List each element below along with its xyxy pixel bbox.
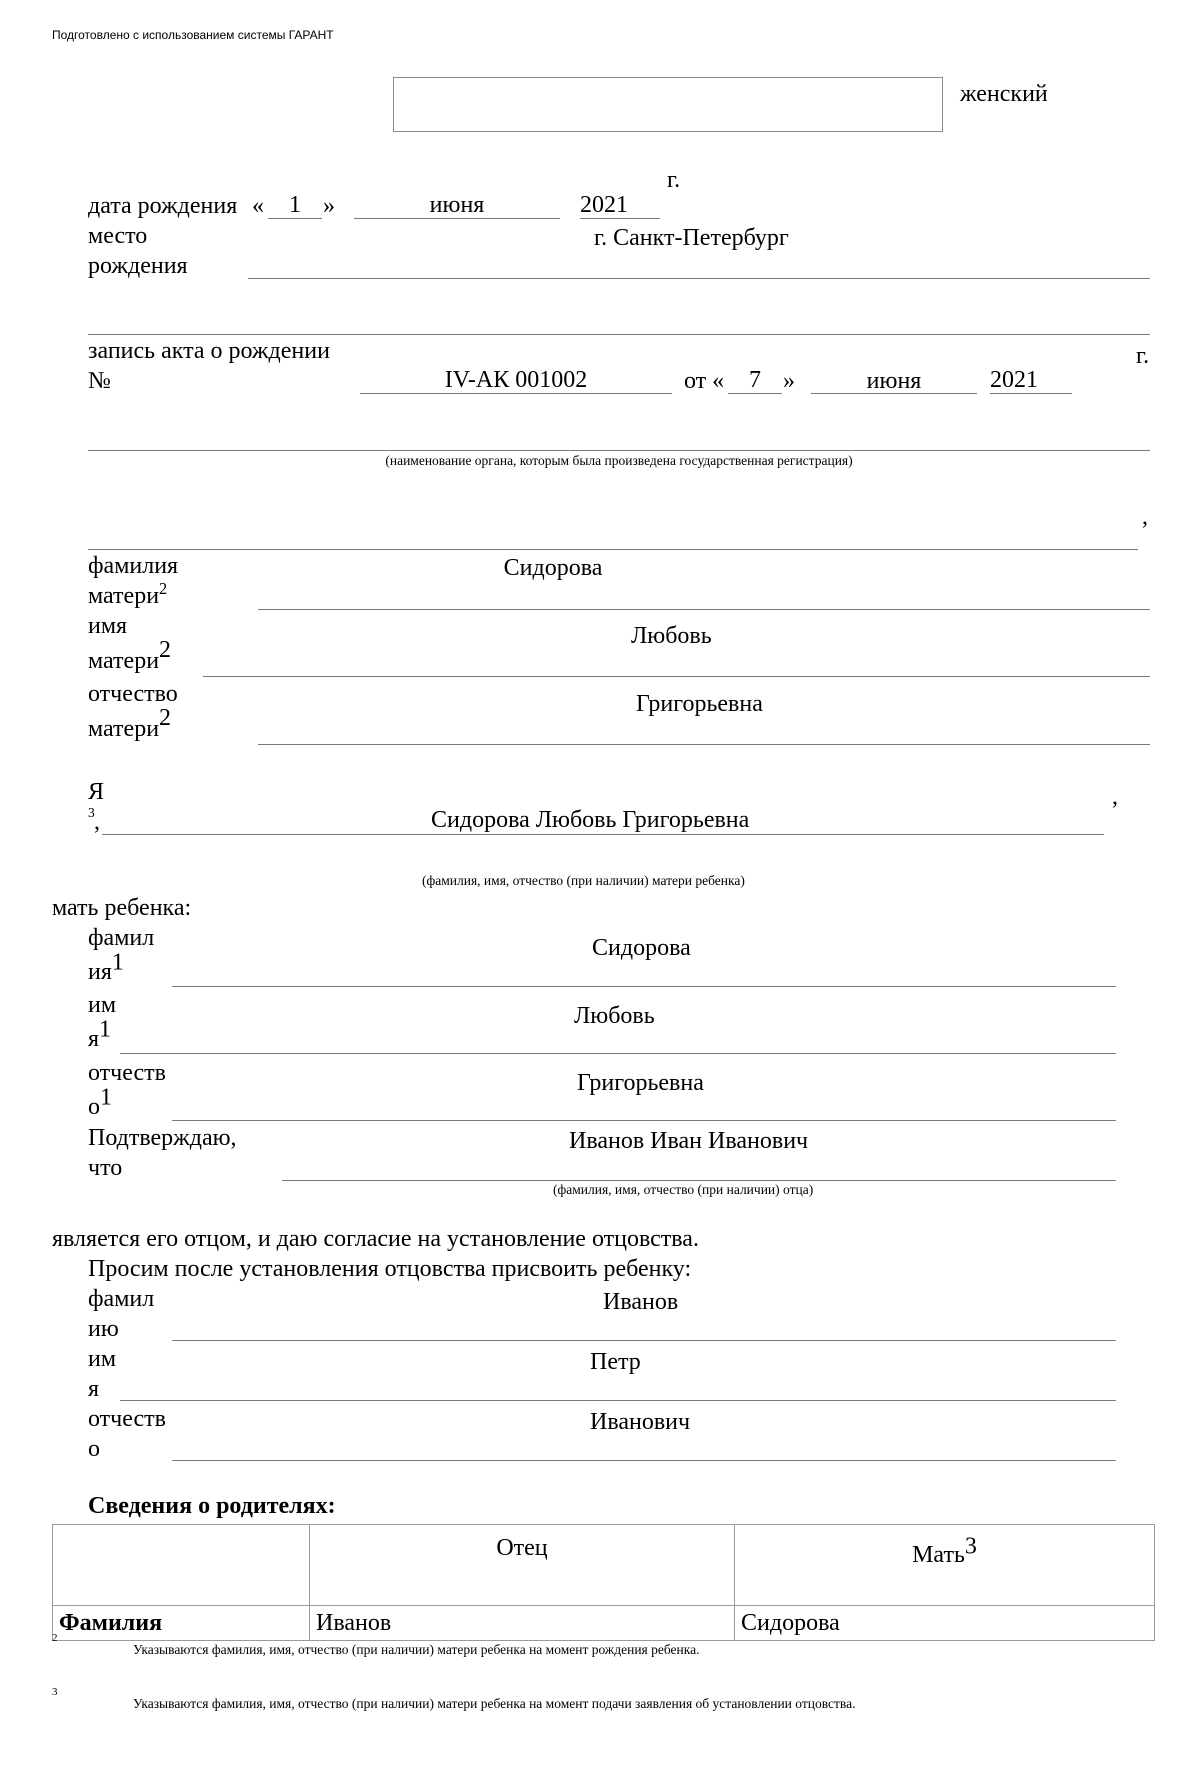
parents-row-label: Фамилия xyxy=(53,1606,310,1641)
footnote-3-mark: 3 xyxy=(52,1686,58,1698)
parents-table xyxy=(52,1524,1155,1641)
record-day: 7 xyxy=(749,367,761,393)
paternity-statement: является его отцом, и даю согласие на установление отцовства. xyxy=(52,1226,699,1252)
mother-surname-label-2: матери$^2$ xyxy=(88,579,168,609)
mother-name-line xyxy=(203,676,1150,677)
child-surname: Иванов xyxy=(603,1289,679,1315)
child-name-label-2: я xyxy=(88,1376,100,1402)
parents-table-row xyxy=(53,1606,1155,1641)
father-full-name: Иванов Иван Иванович xyxy=(569,1128,809,1154)
mother-patronymic-label: отчество xyxy=(88,681,178,707)
mother-surname-line xyxy=(258,609,1150,610)
mother-patronymic-line xyxy=(258,744,1150,745)
birth-place-line xyxy=(248,278,1150,279)
mother-child-name-label-2: $я^1$ xyxy=(88,1016,112,1052)
confirm-label-2: что xyxy=(88,1155,123,1181)
declarant-name-line xyxy=(102,834,1104,835)
parents-table-corner-cell xyxy=(53,1525,310,1606)
child-name-line xyxy=(120,1400,1116,1401)
record-number-sign: № xyxy=(88,368,111,394)
record-label: запись акта о рождении xyxy=(88,338,330,364)
child-surname-line xyxy=(172,1340,1116,1341)
father-surname-cell: Иванов xyxy=(310,1606,735,1641)
mother-child-patronymic-line xyxy=(172,1120,1116,1121)
declarant-comma-left: , xyxy=(94,809,100,835)
parents-table-header-row xyxy=(53,1525,1155,1606)
birth-day: 1 xyxy=(289,192,301,218)
record-year-line xyxy=(990,393,1072,394)
declarant-full-name: Сидорова Любовь Григорьевна xyxy=(431,807,750,833)
declarant-comma-right: , xyxy=(1112,784,1118,810)
footnote-2-text: Указываются фамилия, имя, отчество (при наличии) матери ребенка на момент рождения ребенка. xyxy=(133,1642,700,1657)
mother-patronymic-value: Григорьевна xyxy=(636,691,763,717)
birth-month-line xyxy=(354,218,560,219)
birth-place-label: место xyxy=(88,223,148,249)
mother-child-surname-label-2: $ия^1$ xyxy=(88,949,124,985)
child-name-label: им xyxy=(88,1346,117,1372)
mother-child-name: Любовь xyxy=(574,1003,655,1029)
mother-surname-cell: Сидорова xyxy=(735,1606,1155,1641)
birth-close-quote: » xyxy=(323,193,335,219)
child-surname-label-2: ию xyxy=(88,1316,119,1342)
footnote-3-text: Указываются фамилия, имя, отчество (при наличии) матери ребенка на момент подачи заявления об установлении отцовства. xyxy=(133,1696,856,1711)
record-authority-caption: (наименование органа, которым была произведена государственная регистрация) xyxy=(385,453,853,468)
record-authority-line-2 xyxy=(88,549,1138,550)
confirm-label: Подтверждаю, xyxy=(88,1125,237,1151)
mother-child-surname: Сидорова xyxy=(592,935,691,961)
declarant-caption: (фамилия, имя, отчество (при наличии) матери ребенка) xyxy=(422,873,745,888)
mother-name-value: Любовь xyxy=(631,623,712,649)
record-month-line xyxy=(811,393,977,394)
birth-place-label-2: рождения xyxy=(88,253,188,279)
mother-child-title: мать ребенка: xyxy=(52,895,192,921)
mother-patronymic-label-2: матери$^2$ xyxy=(88,705,172,742)
sex-input-box[interactable] xyxy=(393,77,943,132)
birth-year: 2021 xyxy=(580,192,628,218)
record-authority-line xyxy=(88,450,1150,451)
child-patronymic-label: отчеств xyxy=(88,1406,166,1432)
birth-place: г. Санкт-Петербург xyxy=(594,225,789,251)
footnote-2-mark: 2 xyxy=(52,1632,58,1644)
mother-child-patronymic: Григорьевна xyxy=(577,1070,704,1096)
record-number-line xyxy=(360,393,672,394)
record-number: IV-АК 001002 xyxy=(444,367,588,393)
record-comma: , xyxy=(1142,504,1148,530)
mother-child-surname-label: фамил xyxy=(88,925,155,951)
record-close-quote: » xyxy=(783,368,795,394)
mother-surname-value: Сидорова xyxy=(503,555,603,581)
mother-child-surname-line xyxy=(172,986,1116,987)
child-patronymic-line xyxy=(172,1460,1116,1461)
parents-col-father: Отец xyxy=(310,1525,735,1606)
record-day-line xyxy=(728,393,782,394)
birth-year-line xyxy=(580,218,660,219)
birth-date-label: дата рождения xyxy=(88,193,238,219)
record-month: июня xyxy=(866,368,922,394)
mother-surname-label: фамилия xyxy=(88,553,179,579)
child-name: Петр xyxy=(590,1349,641,1375)
sex-value: женский xyxy=(960,81,1048,107)
birth-day-line xyxy=(268,218,322,219)
mother-child-name-line xyxy=(120,1053,1116,1054)
father-caption: (фамилия, имя, отчество (при наличии) отца) xyxy=(553,1182,814,1197)
garant-source-note: Подготовлено с использованием системы ГАРАНТ xyxy=(52,28,334,42)
declarant-i-label: Я xyxy=(88,779,105,805)
mother-child-name-label: им xyxy=(88,992,117,1018)
birth-month: июня xyxy=(429,192,485,218)
child-surname-label: фамил xyxy=(88,1286,155,1312)
record-year: 2021 xyxy=(990,367,1038,393)
mother-name-label-2: матери$^2$ xyxy=(88,637,172,674)
record-year-suffix: г. xyxy=(1136,343,1150,369)
birth-open-quote: « xyxy=(252,193,264,219)
mother-name-label: имя xyxy=(88,613,128,639)
birth-place-line-2 xyxy=(88,334,1150,335)
parents-col-mother: Мать$^3$ xyxy=(735,1525,1155,1606)
declarant-footnote-mark: 3 xyxy=(88,805,95,820)
paternity-request: Просим после установления отцовства присвоить ребенку: xyxy=(88,1256,692,1282)
father-name-line xyxy=(282,1180,1116,1181)
child-patronymic: Иванович xyxy=(590,1409,691,1435)
parents-section-title: Сведения о родителях: xyxy=(88,1493,336,1519)
birth-year-suffix: г. xyxy=(667,167,681,193)
mother-child-patronymic-label-2: $о^1$ xyxy=(88,1084,112,1120)
child-patronymic-label-2: о xyxy=(88,1436,100,1462)
mother-child-patronymic-label: отчеств xyxy=(88,1060,166,1086)
record-from-label: от « xyxy=(684,368,725,394)
